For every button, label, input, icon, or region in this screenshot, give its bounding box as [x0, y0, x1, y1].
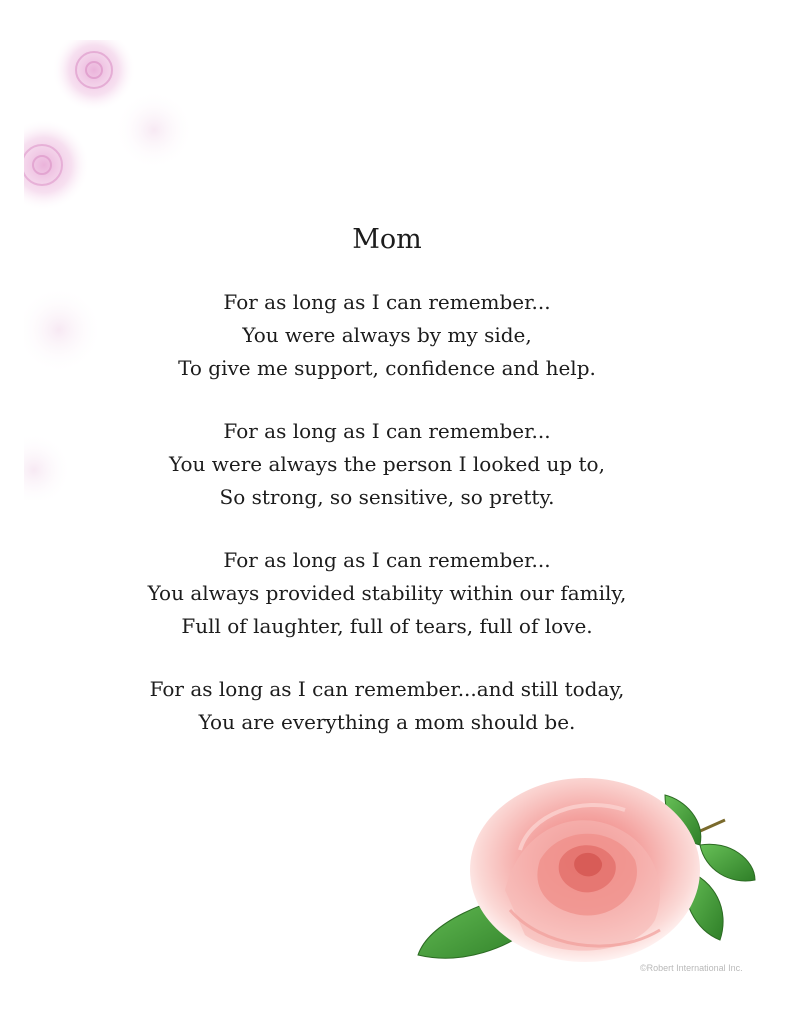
- poem-line: Full of laughter, full of tears, full of love.: [181, 614, 593, 638]
- stanza-2: [0, 415, 774, 514]
- poem-line: For as long as I can remember...: [223, 548, 551, 572]
- poem-line: To give me support, confidence and help.: [178, 356, 596, 380]
- poem-line: You were always the person I looked up to,: [169, 452, 605, 476]
- copyright-notice: ©Robert International Inc.: [640, 963, 743, 973]
- poem: [0, 222, 774, 769]
- poem-line: For as long as I can remember...: [223, 290, 551, 314]
- corner-rose-3: [114, 90, 194, 170]
- poem-line: You are everything a mom should be.: [198, 710, 576, 734]
- poem-title: Mom: [352, 224, 422, 255]
- poem-line: You were always by my side,: [242, 323, 532, 347]
- poem-line: So strong, so sensitive, so pretty.: [219, 485, 555, 509]
- stanza-4: [0, 673, 774, 739]
- poem-line: For as long as I can remember...: [223, 419, 551, 443]
- corner-rose-1: [52, 40, 136, 112]
- rose-illustration: [410, 770, 770, 980]
- poem-line: For as long as I can remember...and still today,: [149, 677, 625, 701]
- stanza-3: [0, 544, 774, 643]
- leaf-right: [700, 844, 755, 881]
- stanza-1: [0, 286, 774, 385]
- poem-line: You always provided stability within our family,: [147, 581, 627, 605]
